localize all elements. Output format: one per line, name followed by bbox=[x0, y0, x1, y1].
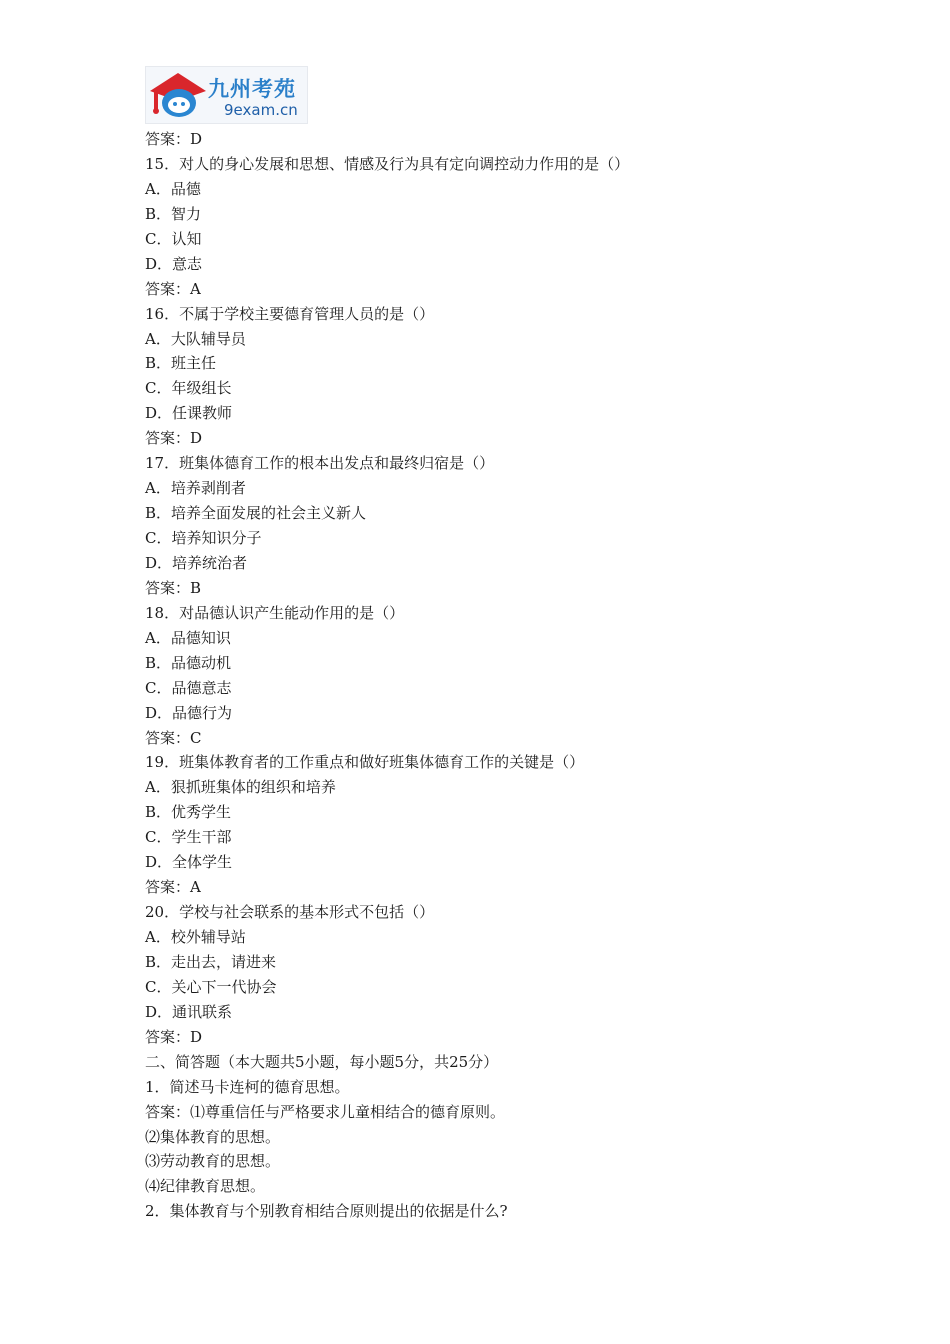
option-line: A．狠抓班集体的组织和培养 bbox=[145, 778, 336, 797]
option-line: B．智力 bbox=[145, 204, 202, 223]
short-question-1: 1．简述马卡连柯的德育思想。 bbox=[145, 1077, 350, 1096]
answer-point: ⑵集体教育的思想。 bbox=[145, 1127, 281, 1146]
answer-line: 答案：B bbox=[145, 578, 202, 597]
option-line: C．培养知识分子 bbox=[145, 529, 262, 547]
option-line: D．品德行为 bbox=[145, 703, 233, 722]
answer-point: ⑷纪律教育思想。 bbox=[145, 1177, 266, 1196]
answer-line: 答案：C bbox=[145, 728, 202, 747]
option-line: C．品德意志 bbox=[145, 678, 232, 697]
option-line: B．走出去，请进来 bbox=[145, 952, 277, 971]
question-16: 16．不属于学校主要德育管理人员的是（） bbox=[145, 304, 435, 323]
answer-line: 答案：D bbox=[145, 130, 203, 148]
option-line: D．通讯联系 bbox=[145, 1002, 233, 1021]
option-line: B．品德动机 bbox=[145, 653, 232, 672]
option-line: B．优秀学生 bbox=[145, 803, 232, 822]
answer-line: 答案：⑴尊重信任与严格要求儿童相结合的德育原则。 bbox=[145, 1102, 506, 1121]
option-line: A．品德知识 bbox=[145, 628, 231, 647]
option-line: A．校外辅导站 bbox=[145, 928, 246, 946]
answer-line: 答案：A bbox=[145, 279, 201, 298]
logo-domain: 9exam.cn bbox=[224, 101, 298, 119]
question-17: 17．班集体德育工作的根本出发点和最终归宿是（） bbox=[145, 454, 495, 473]
option-line: B．培养全面发展的社会主义新人 bbox=[145, 504, 367, 523]
answer-point: ⑶劳动教育的思想。 bbox=[145, 1152, 281, 1171]
option-line: A．培养剥削者 bbox=[145, 479, 246, 498]
question-20: 20．学校与社会联系的基本形式不包括（） bbox=[145, 903, 435, 922]
answer-line: 答案：D bbox=[145, 429, 203, 448]
option-line: C．年级组长 bbox=[145, 379, 232, 398]
option-line: C．学生干部 bbox=[145, 828, 232, 847]
option-line: A．大队辅导员 bbox=[145, 329, 246, 348]
question-18: 18．对品德认识产生能动作用的是（） bbox=[145, 603, 405, 622]
logo-name: 九州考苑 bbox=[208, 77, 296, 101]
option-line: A．品德 bbox=[145, 179, 201, 198]
option-line: B．班主任 bbox=[145, 354, 217, 373]
option-line: C．认知 bbox=[145, 229, 202, 248]
question-15: 15．对人的身心发展和思想、情感及行为具有定向调控动力作用的是（） bbox=[145, 154, 630, 173]
section-heading: 二、简答题（本大题共5小题，每小题5分，共25分） bbox=[145, 1052, 499, 1071]
document-body bbox=[145, 127, 845, 1224]
option-line: D．任课教师 bbox=[145, 404, 233, 423]
site-logo[interactable] bbox=[145, 66, 308, 124]
option-line: D．培养统治者 bbox=[145, 553, 248, 572]
option-line: D．全体学生 bbox=[145, 853, 233, 872]
answer-line: 答案：D bbox=[145, 1027, 203, 1046]
question-19: 19．班集体教育者的工作重点和做好班集体德育工作的关键是（） bbox=[145, 753, 585, 772]
short-question-2: 2．集体教育与个别教育相结合原则提出的依据是什么? bbox=[145, 1202, 508, 1221]
option-line: C．关心下一代协会 bbox=[145, 977, 277, 996]
option-line: D．意志 bbox=[145, 254, 203, 273]
graduation-cap-face-icon bbox=[146, 67, 210, 125]
answer-line: 答案：A bbox=[145, 878, 201, 897]
